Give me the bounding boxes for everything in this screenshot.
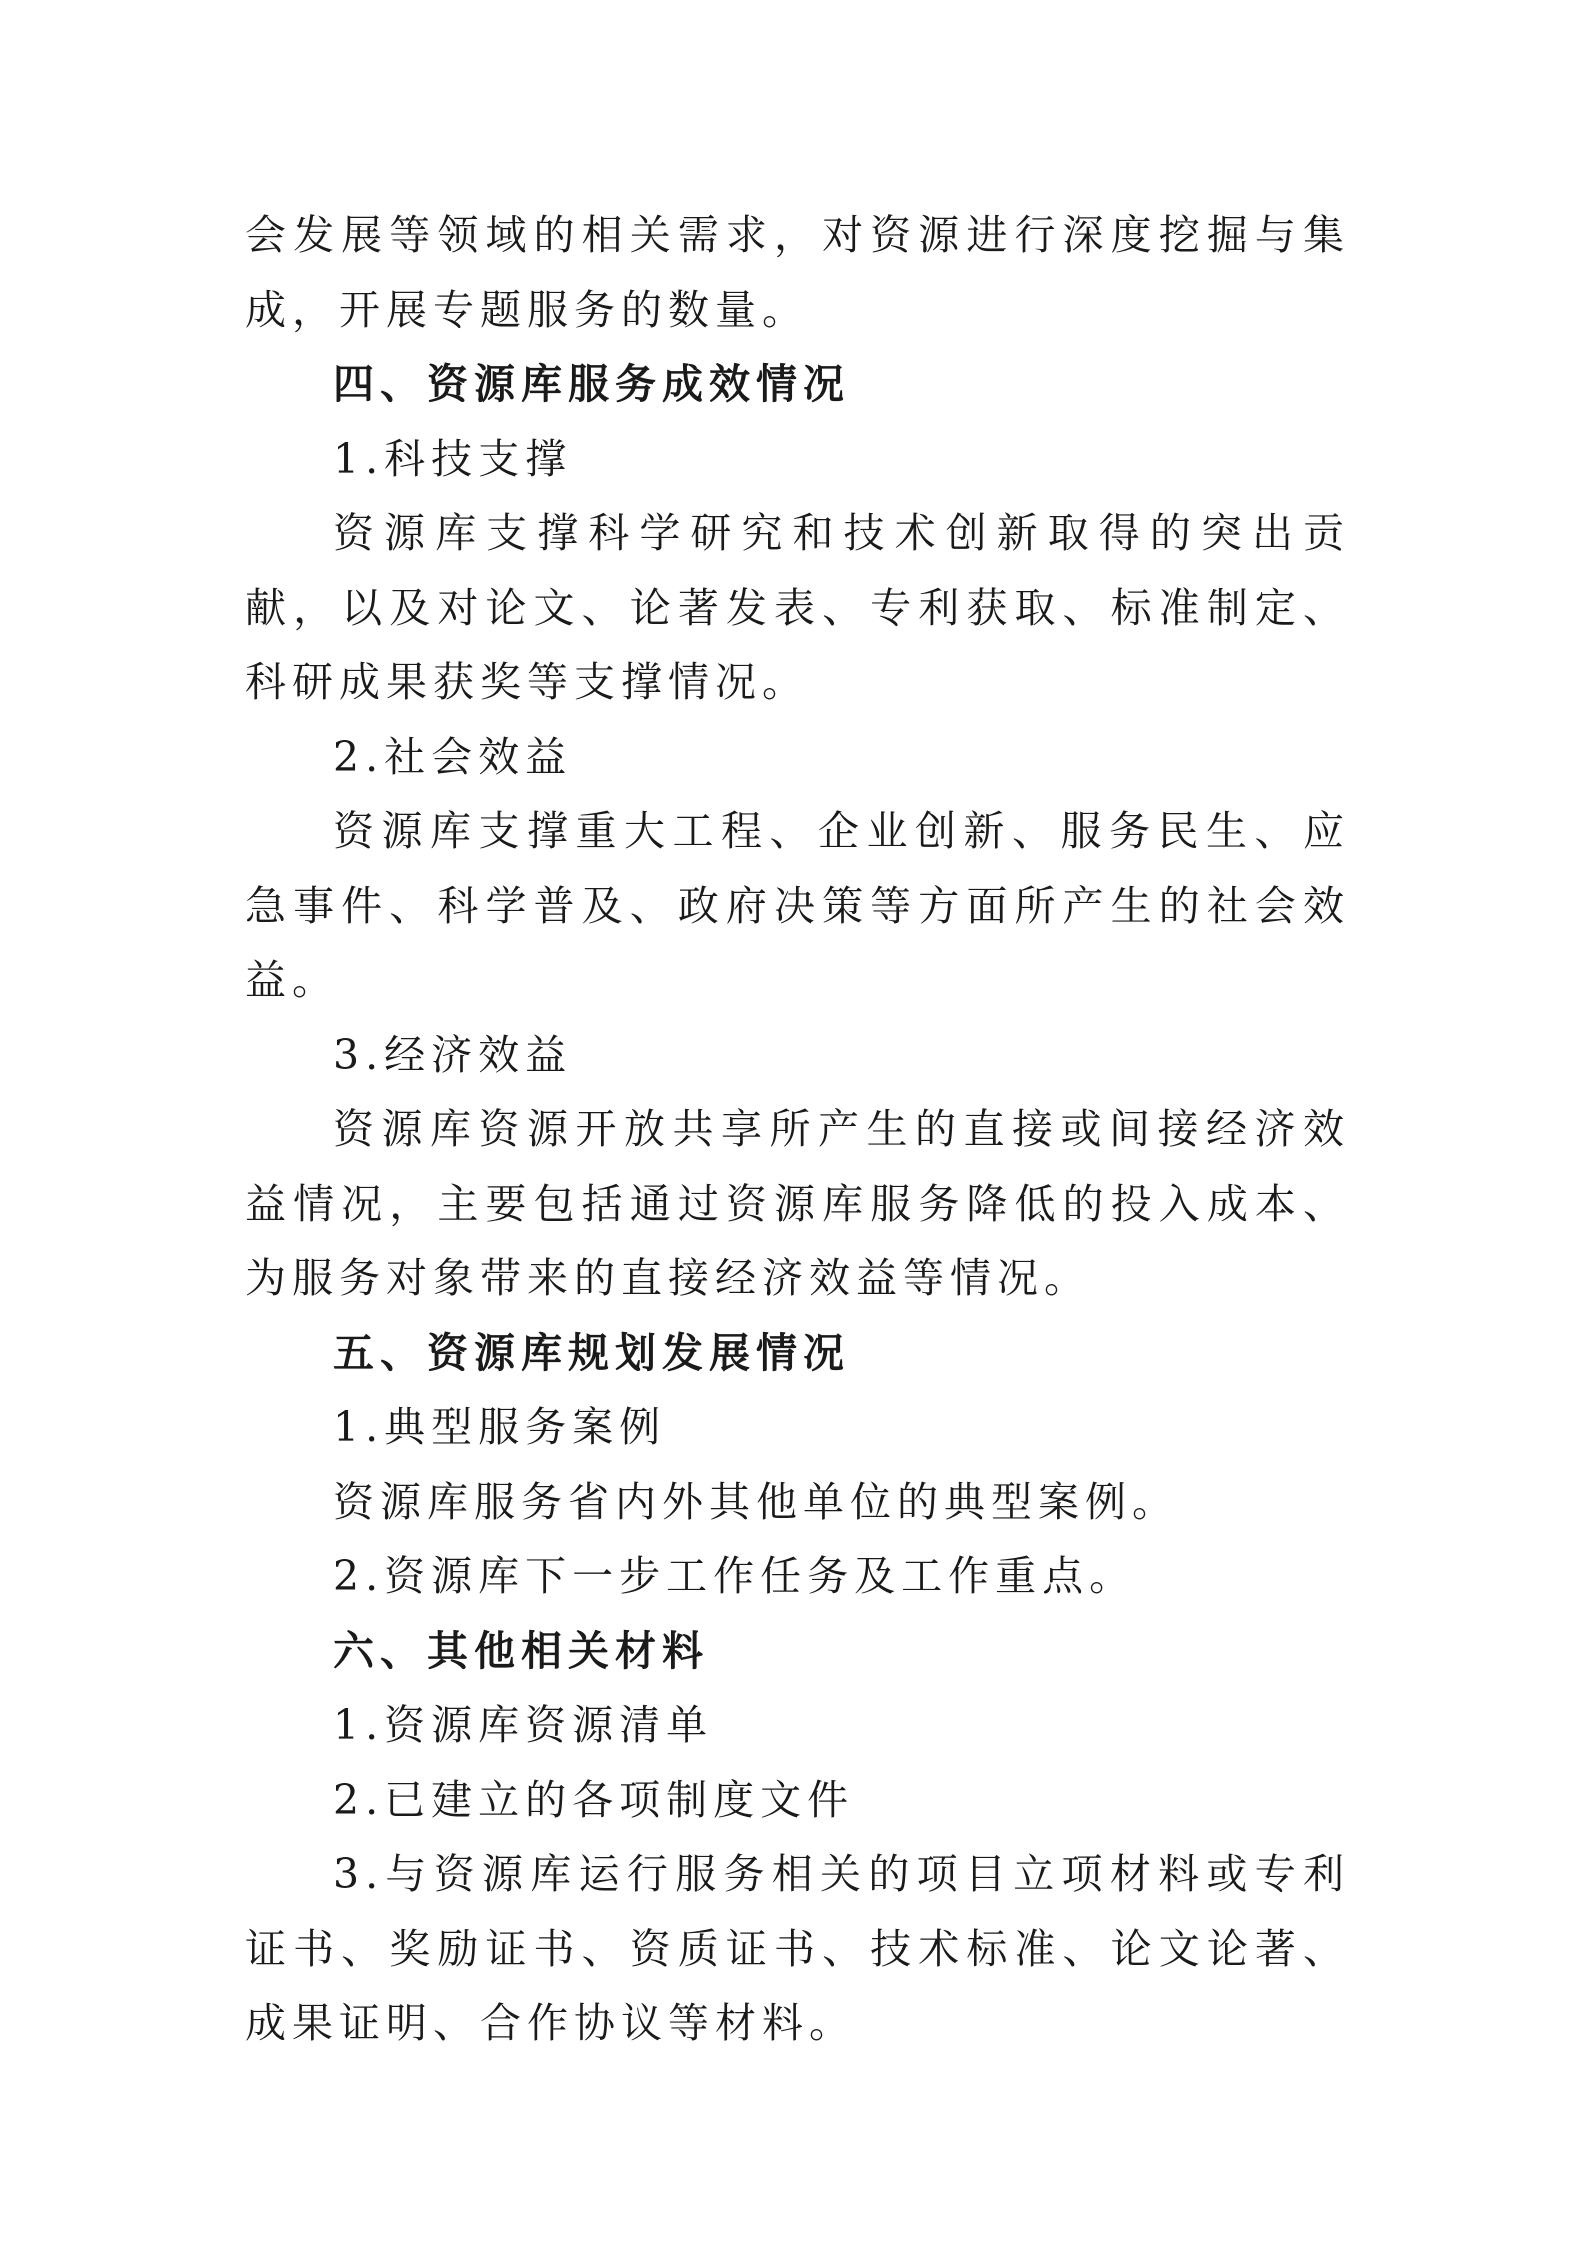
paragraph-typical-cases: 资源库服务省内外其他单位的典型案例。: [333, 1477, 1179, 1526]
document-body: [245, 198, 1350, 2061]
paragraph-continuation: 会发展等领域的相关需求，对资源进行深度挖掘与集成，开展专题服务的数量。: [245, 211, 1350, 334]
subheading-economic-benefit: 3.经济效益: [333, 1030, 573, 1079]
section-heading-6: 六、其他相关材料: [333, 1626, 709, 1675]
paragraph-economic-benefit: 资源库资源开放共享所产生的直接或间接经济效益情况，主要包括通过资源库服务降低的投入成本、为服务对象带来的直接经济效益等情况。: [245, 1105, 1350, 1302]
subheading-next-steps: 2.资源库下一步工作任务及工作重点。: [333, 1552, 1137, 1600]
paragraph-tech-support: 资源库支撑科学研究和技术创新取得的突出贡献，以及对论文、论著发表、专利获取、标准制定、科研成果获奖等支撑情况。: [245, 509, 1350, 706]
list-item-system-documents: 2.已建立的各项制度文件: [333, 1775, 855, 1824]
section-heading-4: 四、资源库服务成效情况: [333, 360, 850, 408]
subheading-typical-cases: 1.典型服务案例: [333, 1403, 667, 1451]
subheading-social-benefit: 2.社会效益: [333, 732, 573, 781]
section-heading-5: 五、资源库规划发展情况: [333, 1328, 850, 1377]
list-item-resource-list: 1.资源库资源清单: [333, 1701, 714, 1749]
list-item-project-materials: 3.与资源库运行服务相关的项目立项材料或专利证书、奖励证书、资质证书、技术标准、论文论著、成果证明、合作协议等材料。: [245, 1850, 1350, 2047]
subheading-tech-support: 1.科技支撑: [333, 434, 573, 483]
paragraph-social-benefit: 资源库支撑重大工程、企业创新、服务民生、应急事件、科学普及、政府决策等方面所产生的社会效益。: [245, 807, 1350, 1004]
